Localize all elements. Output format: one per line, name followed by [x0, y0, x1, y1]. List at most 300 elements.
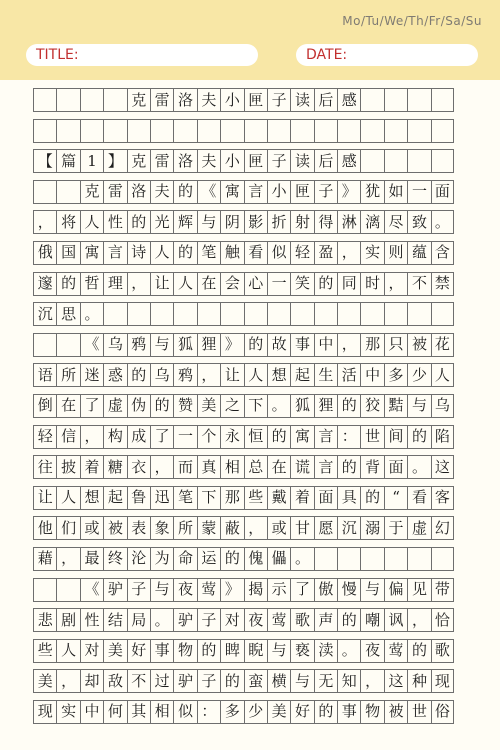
- grid-cell: [267, 119, 290, 143]
- grid-cell: 言: [244, 180, 267, 204]
- grid-cell: [56, 180, 79, 204]
- grid-cell: [56, 333, 79, 357]
- grid-cell: 生: [314, 363, 337, 387]
- grid-cell: 言: [103, 241, 126, 265]
- grid-cell: 不: [407, 272, 430, 296]
- grid-cell: 事: [290, 333, 313, 357]
- grid-cell: 结: [103, 608, 126, 632]
- grid-cell: 的: [56, 272, 79, 296]
- grid-cell: [56, 119, 79, 143]
- grid-cell: 子: [197, 669, 220, 693]
- grid-cell: 藉: [33, 547, 56, 571]
- grid-cell: 的: [244, 333, 267, 357]
- grid-cell: 知: [337, 669, 360, 693]
- grid-cell: 的: [337, 608, 360, 632]
- grid-cell: 。: [337, 639, 360, 663]
- grid-cell: 的: [173, 241, 196, 265]
- grid-cell: 寓: [220, 180, 243, 204]
- grid-cell: 甘: [290, 516, 313, 540]
- grid-cell: 倒: [33, 394, 56, 418]
- grid-cell: 笔: [173, 486, 196, 510]
- grid-cell: 披: [56, 455, 79, 479]
- grid-cell: [33, 88, 56, 112]
- grid-cell: 起: [103, 486, 126, 510]
- grid-cell: 狸: [197, 333, 220, 357]
- grid-cell: 只: [384, 333, 407, 357]
- grid-cell: 其: [127, 700, 150, 724]
- grid-cell: 虚: [407, 516, 430, 540]
- grid-cell: [337, 547, 360, 571]
- grid-row: [33, 669, 454, 693]
- grid-cell: 或: [80, 516, 103, 540]
- grid-cell: 些: [33, 639, 56, 663]
- grid-cell: [127, 119, 150, 143]
- grid-cell: 则: [384, 241, 407, 265]
- grid-cell: 衣: [127, 455, 150, 479]
- grid-cell: ，: [337, 333, 360, 357]
- grid-cell: 背: [360, 455, 383, 479]
- grid-cell: 着: [290, 486, 313, 510]
- grid-cell: [337, 302, 360, 326]
- grid-cell: 他: [33, 516, 56, 540]
- grid-row: [33, 363, 454, 387]
- grid-cell: 之: [220, 394, 243, 418]
- grid-cell: 美: [103, 639, 126, 663]
- grid-cell: 子: [127, 578, 150, 602]
- grid-cell: 悲: [33, 608, 56, 632]
- grid-cell: 与: [360, 578, 383, 602]
- grid-cell: 寓: [290, 425, 313, 449]
- grid-cell: 狡: [360, 394, 383, 418]
- grid-cell: [150, 302, 173, 326]
- grid-cell: 沦: [127, 547, 150, 571]
- grid-cell: 惑: [103, 363, 126, 387]
- grid-cell: 虚: [103, 394, 126, 418]
- grid-cell: [314, 547, 337, 571]
- grid-cell: 语: [33, 363, 56, 387]
- grid-cell: 子: [267, 88, 290, 112]
- grid-cell: 触: [220, 241, 243, 265]
- grid-cell: [173, 119, 196, 143]
- grid-cell: 永: [220, 425, 243, 449]
- grid-cell: 禁: [431, 272, 454, 296]
- grid-cell: 这: [431, 455, 454, 479]
- grid-cell: 成: [127, 425, 150, 449]
- grid-cell: 于: [384, 516, 407, 540]
- grid-cell: 儡: [267, 547, 290, 571]
- grid-cell: 的: [407, 425, 430, 449]
- grid-cell: 1: [80, 149, 103, 173]
- grid-row: [33, 333, 454, 357]
- grid-cell: 笔: [197, 241, 220, 265]
- grid-cell: 迷: [80, 363, 103, 387]
- grid-cell: 想: [80, 486, 103, 510]
- grid-cell: 的: [220, 669, 243, 693]
- grid-cell: 读: [290, 88, 313, 112]
- grid-cell: 与: [197, 210, 220, 234]
- grid-cell: 下: [197, 486, 220, 510]
- grid-cell: 看: [244, 241, 267, 265]
- grid-cell: 所: [173, 516, 196, 540]
- grid-cell: 夫: [197, 88, 220, 112]
- grid-cell: 好: [290, 700, 313, 724]
- grid-cell: 愿: [314, 516, 337, 540]
- grid-cell: [337, 119, 360, 143]
- grid-cell: 为: [150, 547, 173, 571]
- grid-row: [33, 394, 454, 418]
- grid-cell: [384, 547, 407, 571]
- grid-cell: 何: [103, 700, 126, 724]
- grid-cell: 莺: [267, 608, 290, 632]
- grid-cell: 一: [173, 425, 196, 449]
- grid-cell: 尽: [384, 210, 407, 234]
- grid-cell: [314, 119, 337, 143]
- grid-cell: 总: [244, 455, 267, 479]
- grid-cell: 驴: [173, 669, 196, 693]
- grid-cell: 盈: [314, 241, 337, 265]
- grid-row: [33, 547, 454, 571]
- grid-cell: 多: [220, 700, 243, 724]
- grid-cell: 乌: [103, 333, 126, 357]
- grid-cell: 渎: [314, 639, 337, 663]
- grid-cell: 迅: [150, 486, 173, 510]
- grid-cell: [384, 119, 407, 143]
- grid-cell: 乌: [150, 363, 173, 387]
- grid-cell: 亵: [290, 639, 313, 663]
- grid-cell: 洛: [173, 88, 196, 112]
- grid-cell: 乌: [431, 394, 454, 418]
- grid-cell: 似: [267, 241, 290, 265]
- grid-cell: 鲁: [127, 486, 150, 510]
- grid-cell: 在: [56, 394, 79, 418]
- grid-cell: 狐: [290, 394, 313, 418]
- grid-cell: 光: [150, 210, 173, 234]
- grid-cell: [290, 302, 313, 326]
- grid-cell: [384, 88, 407, 112]
- grid-cell: [407, 547, 430, 571]
- grid-cell: 阴: [220, 210, 243, 234]
- grid-cell: 的: [337, 455, 360, 479]
- grid-cell: 》: [220, 333, 243, 357]
- grid-cell: 物: [173, 639, 196, 663]
- grid-cell: ，: [197, 363, 220, 387]
- grid-cell: 剧: [56, 608, 79, 632]
- grid-cell: 着: [80, 455, 103, 479]
- grid-cell: [360, 119, 383, 143]
- grid-row: [33, 578, 454, 602]
- grid-cell: 少: [244, 700, 267, 724]
- grid-cell: 事: [337, 700, 360, 724]
- grid-cell: 戴: [267, 486, 290, 510]
- grid-cell: [56, 88, 79, 112]
- character-grid: [33, 88, 454, 730]
- grid-cell: 折: [267, 210, 290, 234]
- grid-cell: 慢: [337, 578, 360, 602]
- grid-cell: 终: [103, 547, 126, 571]
- grid-cell: 与: [150, 333, 173, 357]
- grid-cell: 人: [150, 241, 173, 265]
- grid-cell: 花: [431, 333, 454, 357]
- grid-cell: 往: [33, 455, 56, 479]
- grid-cell: 驴: [103, 578, 126, 602]
- grid-cell: 。: [290, 547, 313, 571]
- grid-cell: 相: [220, 455, 243, 479]
- grid-cell: 物: [360, 700, 383, 724]
- grid-cell: 些: [244, 486, 267, 510]
- grid-cell: 在: [267, 455, 290, 479]
- grid-row: [33, 119, 454, 143]
- grid-cell: 声: [314, 608, 337, 632]
- grid-cell: 在: [197, 272, 220, 296]
- title-field[interactable]: [26, 44, 258, 66]
- grid-cell: [33, 333, 56, 357]
- grid-cell: 想: [267, 363, 290, 387]
- grid-cell: 好: [127, 639, 150, 663]
- grid-cell: 的: [407, 639, 430, 663]
- grid-cell: 表: [127, 516, 150, 540]
- grid-cell: 让: [33, 486, 56, 510]
- grid-cell: 对: [80, 639, 103, 663]
- grid-cell: 那: [360, 333, 383, 357]
- grid-cell: 睨: [244, 639, 267, 663]
- grid-cell: 子: [314, 180, 337, 204]
- grid-cell: 人: [56, 639, 79, 663]
- grid-cell: [244, 119, 267, 143]
- grid-cell: 黠: [384, 394, 407, 418]
- grid-cell: 命: [173, 547, 196, 571]
- grid-cell: 哲: [80, 272, 103, 296]
- grid-cell: 漓: [360, 210, 383, 234]
- grid-cell: 邃: [33, 272, 56, 296]
- grid-cell: [150, 119, 173, 143]
- grid-cell: 会: [220, 272, 243, 296]
- grid-cell: 国: [56, 241, 79, 265]
- grid-cell: 俗: [431, 700, 454, 724]
- grid-cell: 淋: [337, 210, 360, 234]
- date-label: DATE:: [306, 47, 348, 63]
- grid-cell: [431, 119, 454, 143]
- grid-cell: 【: [33, 149, 56, 173]
- grid-cell: 犹: [360, 180, 383, 204]
- grid-cell: 的: [220, 547, 243, 571]
- grid-cell: 傀: [244, 547, 267, 571]
- grid-cell: 世: [360, 425, 383, 449]
- grid-cell: 得: [314, 210, 337, 234]
- grid-cell: ，: [337, 241, 360, 265]
- grid-cell: 时: [360, 272, 383, 296]
- grid-cell: ，: [56, 669, 79, 693]
- grid-cell: 鸦: [173, 363, 196, 387]
- grid-cell: 。: [407, 455, 430, 479]
- grid-cell: 让: [220, 363, 243, 387]
- grid-row: [33, 272, 454, 296]
- grid-cell: 美: [197, 394, 220, 418]
- grid-cell: 沉: [337, 516, 360, 540]
- grid-cell: 事: [150, 639, 173, 663]
- grid-cell: 。: [431, 210, 454, 234]
- grid-cell: 辉: [173, 210, 196, 234]
- grid-cell: [197, 119, 220, 143]
- grid-cell: 蛮: [244, 669, 267, 693]
- grid-cell: [220, 302, 243, 326]
- grid-cell: 莺: [197, 578, 220, 602]
- grid-cell: 少: [407, 363, 430, 387]
- grid-cell: 现: [33, 700, 56, 724]
- grid-cell: 信: [56, 425, 79, 449]
- grid-cell: 小: [267, 180, 290, 204]
- grid-cell: 运: [197, 547, 220, 571]
- date-field[interactable]: [296, 44, 478, 66]
- grid-cell: 陷: [431, 425, 454, 449]
- grid-cell: 不: [127, 669, 150, 693]
- grid-row: [33, 425, 454, 449]
- grid-cell: ：: [337, 425, 360, 449]
- grid-cell: [197, 302, 220, 326]
- grid-cell: [407, 88, 430, 112]
- grid-cell: 后: [314, 149, 337, 173]
- grid-cell: 间: [384, 425, 407, 449]
- grid-cell: ，: [80, 425, 103, 449]
- grid-cell: 溺: [360, 516, 383, 540]
- grid-cell: 洛: [173, 149, 196, 173]
- grid-cell: 言: [314, 425, 337, 449]
- grid-cell: 子: [267, 149, 290, 173]
- grid-cell: 起: [290, 363, 313, 387]
- grid-row: [33, 210, 454, 234]
- weekday-selector[interactable]: Mo/Tu/We/Th/Fr/Sa/Su: [342, 14, 482, 28]
- grid-cell: 雷: [150, 88, 173, 112]
- grid-cell: 的: [314, 700, 337, 724]
- grid-cell: 下: [244, 394, 267, 418]
- grid-cell: [267, 302, 290, 326]
- grid-cell: 相: [150, 700, 173, 724]
- grid-cell: 一: [267, 272, 290, 296]
- grid-cell: 活: [337, 363, 360, 387]
- grid-cell: ，: [407, 608, 430, 632]
- grid-cell: ：: [197, 700, 220, 724]
- grid-cell: 的: [173, 180, 196, 204]
- grid-cell: 的: [197, 639, 220, 663]
- grid-cell: [431, 302, 454, 326]
- grid-cell: 傲: [314, 578, 337, 602]
- grid-cell: 被: [407, 333, 430, 357]
- grid-cell: 无: [314, 669, 337, 693]
- grid-cell: 人: [173, 272, 196, 296]
- grid-row: [33, 241, 454, 265]
- grid-cell: 个: [197, 425, 220, 449]
- grid-cell: 篇: [56, 149, 79, 173]
- grid-cell: 与: [407, 394, 430, 418]
- grid-cell: 嘲: [360, 608, 383, 632]
- grid-cell: 对: [220, 608, 243, 632]
- grid-cell: ，: [127, 272, 150, 296]
- grid-cell: 致: [407, 210, 430, 234]
- grid-cell: 幻: [431, 516, 454, 540]
- grid-cell: 夫: [150, 180, 173, 204]
- grid-cell: 雷: [150, 149, 173, 173]
- grid-row: [33, 455, 454, 479]
- grid-cell: 蕴: [407, 241, 430, 265]
- grid-cell: 雷: [103, 180, 126, 204]
- grid-cell: [384, 149, 407, 173]
- grid-cell: 看: [407, 486, 430, 510]
- grid-cell: 的: [150, 394, 173, 418]
- grid-cell: [360, 88, 383, 112]
- grid-cell: 歌: [431, 639, 454, 663]
- grid-cell: [360, 302, 383, 326]
- grid-cell: 影: [244, 210, 267, 234]
- grid-cell: 夜: [173, 578, 196, 602]
- grid-cell: 了: [80, 394, 103, 418]
- title-label: TITLE:: [36, 47, 79, 63]
- grid-cell: 局: [127, 608, 150, 632]
- grid-cell: 后: [314, 88, 337, 112]
- grid-cell: [431, 547, 454, 571]
- grid-cell: [314, 302, 337, 326]
- grid-row: [33, 486, 454, 510]
- grid-cell: 寓: [80, 241, 103, 265]
- grid-row: [33, 639, 454, 663]
- grid-cell: 故: [267, 333, 290, 357]
- grid-cell: 与: [290, 669, 313, 693]
- grid-cell: 过: [150, 669, 173, 693]
- grid-cell: 言: [314, 455, 337, 479]
- grid-cell: 心: [244, 272, 267, 296]
- grid-cell: 人: [80, 210, 103, 234]
- grid-cell: 的: [314, 272, 337, 296]
- grid-cell: 实: [56, 700, 79, 724]
- grid-cell: 性: [103, 210, 126, 234]
- grid-cell: [80, 119, 103, 143]
- grid-cell: 面: [314, 486, 337, 510]
- grid-cell: 俄: [33, 241, 56, 265]
- grid-cell: 世: [407, 700, 430, 724]
- grid-cell: 的: [127, 363, 150, 387]
- grid-cell: 谎: [290, 455, 313, 479]
- grid-cell: 具: [337, 486, 360, 510]
- grid-row: [33, 180, 454, 204]
- grid-cell: 含: [431, 241, 454, 265]
- grid-cell: 了: [150, 425, 173, 449]
- grid-cell: [407, 119, 430, 143]
- grid-cell: [103, 88, 126, 112]
- grid-cell: 洛: [127, 180, 150, 204]
- grid-cell: 人: [56, 486, 79, 510]
- grid-cell: 敌: [103, 669, 126, 693]
- grid-cell: 象: [150, 516, 173, 540]
- grid-cell: 多: [384, 363, 407, 387]
- grid-cell: 。: [150, 608, 173, 632]
- grid-cell: ，: [56, 547, 79, 571]
- grid-cell: 人: [244, 363, 267, 387]
- grid-cell: 中: [314, 333, 337, 357]
- grid-cell: [173, 302, 196, 326]
- grid-cell: [360, 149, 383, 173]
- grid-cell: 似: [173, 700, 196, 724]
- grid-cell: 将: [56, 210, 79, 234]
- grid-row: [33, 149, 454, 173]
- grid-cell: ，: [150, 455, 173, 479]
- grid-cell: 理: [103, 272, 126, 296]
- grid-cell: 《: [197, 180, 220, 204]
- grid-cell: 轻: [290, 241, 313, 265]
- grid-cell: 恰: [431, 608, 454, 632]
- grid-cell: 面: [431, 180, 454, 204]
- grid-cell: [290, 119, 313, 143]
- grid-cell: 见: [407, 578, 430, 602]
- grid-cell: 们: [56, 516, 79, 540]
- grid-cell: 的: [360, 486, 383, 510]
